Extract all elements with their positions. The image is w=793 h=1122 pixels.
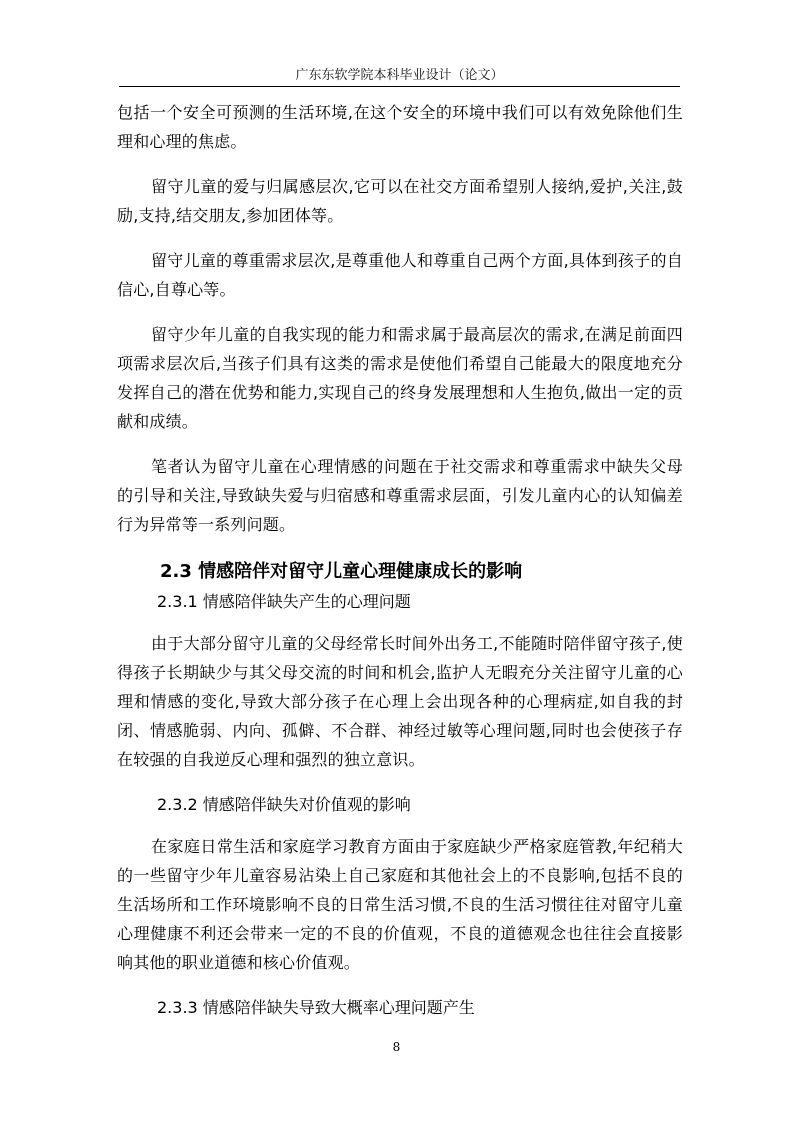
paragraph-belonging-needs: 留守儿童的爱与归属感层次,它可以在社交方面希望别人接纳,爱护,关注,鼓励,支持,结交朋友,参加团体等。 bbox=[117, 177, 683, 225]
subsection-heading-2-3-2: 2.3.2 情感陪伴缺失对价值观的影响 bbox=[157, 795, 411, 814]
page-number: 8 bbox=[392, 1040, 401, 1054]
section-heading-2-3: 2.3 情感陪伴对留守儿童心理健康成长的影响 bbox=[160, 561, 523, 582]
paragraph-esteem-needs: 留守儿童的尊重需求层次,是尊重他人和尊重自己两个方面,具体到孩子的自信心,自尊心等。 bbox=[117, 251, 683, 299]
paragraph-psychological-problems: 由于大部分留守儿童的父母经常长时间外出务工,不能随时陪伴留守孩子,使得孩子长期缺少与其父母交流的时间和机会,监护人无暇充分关注留守儿童的心理和情感的变化,导致大部分孩子在心理上会出现各种的心理病症,如自我的封闭、情感脆弱、内向、孤僻、不合群、神经过敏等心理问题,同时也会使孩子存在较强的自我逆反心理和强烈的独立意识。 bbox=[117, 634, 683, 769]
subsection-heading-2-3-1: 2.3.1 情感陪伴缺失产生的心理问题 bbox=[157, 592, 411, 611]
subsection-heading-2-3-3: 2.3.3 情感陪伴缺失导致大概率心理问题产生 bbox=[157, 998, 475, 1017]
paragraph-author-view: 笔者认为留守儿童在心理情感的问题在于社交需求和尊重需求中缺失父母的引导和关注,导致缺失爱与归宿感和尊重需求层面，引发儿童内心的认知偏差行为异常等一系列问题。 bbox=[117, 457, 683, 534]
paragraph-self-actualization: 留守少年儿童的自我实现的能力和需求属于最高层次的需求,在满足前面四项需求层次后,当孩子们具有这类的需求是使他们希望自己能最大的限度地充分发挥自己的潜在优势和能力,实现自己的终身发展理想和人生抱负,做出一定的贡献和成绩。 bbox=[117, 325, 683, 431]
paragraph-values-impact: 在家庭日常生活和家庭学习教育方面由于家庭缺少严格家庭管教,年纪稍大的一些留守少年儿童容易沾染上自己家庭和其他社会上的不良影响,包括不良的生活场所和工作环境影响不良的日常生活习惯,不良的生活习惯往往对留守儿童心理健康不利还会带来一定的不良的价值观，不良的道德观念也往往会直接影响其他的职业道德和核心价值观。 bbox=[117, 837, 683, 972]
header-divider bbox=[119, 86, 680, 87]
running-header: 广东东软学院本科毕业设计（论文） bbox=[295, 68, 504, 83]
page-body bbox=[117, 98, 683, 1035]
paragraph-safety-needs: 包括一个安全可预测的生活环境,在这个安全的环境中我们可以有效免除他们生理和心理的焦虑。 bbox=[117, 103, 683, 151]
